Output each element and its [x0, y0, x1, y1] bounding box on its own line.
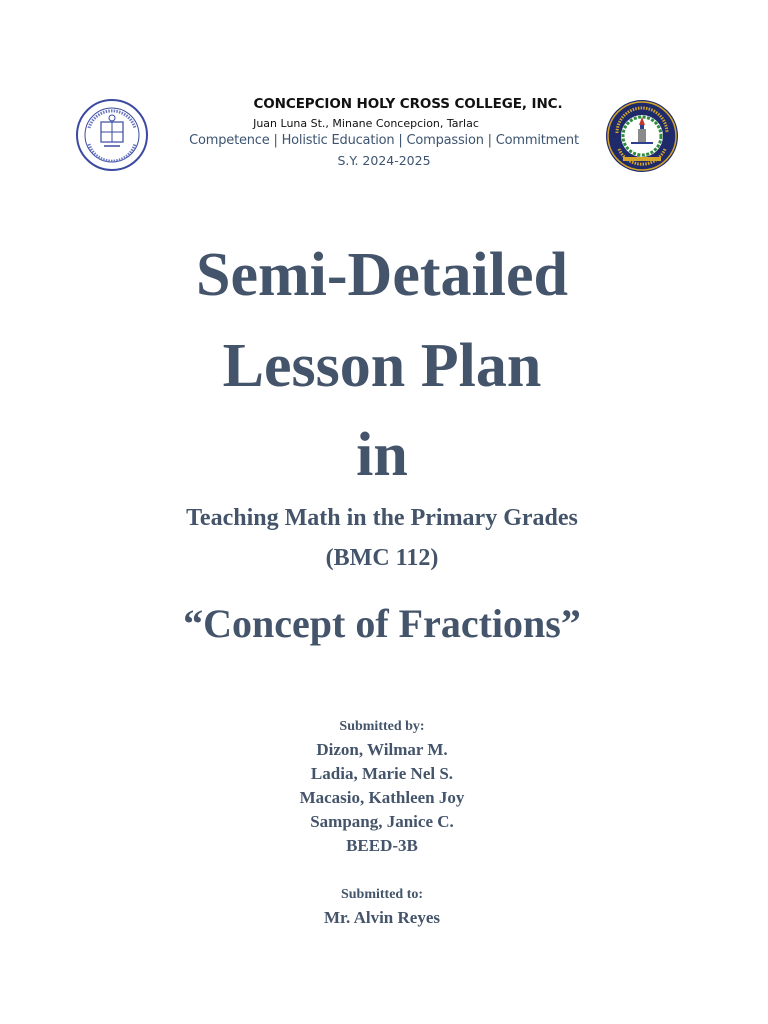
title-line-2: Lesson Plan: [222, 332, 542, 400]
college-motto: Competence | Holistic Education | Compassion | Commitment: [189, 133, 579, 148]
submitted-by-label: Submitted by:: [339, 719, 425, 734]
submitter-name: Dizon, Wilmar M.: [316, 740, 448, 759]
subject-name: Teaching Math in the Primary Grades: [186, 505, 578, 531]
title-line-3: in: [356, 421, 408, 489]
lesson-topic: “Concept of Fractions”: [183, 601, 581, 646]
title-line-1: Semi-Detailed: [196, 241, 568, 309]
submitter-name: Sampang, Janice C.: [310, 812, 454, 831]
recipient-name: Mr. Alvin Reyes: [323, 908, 440, 927]
subject-code: (BMC 112): [325, 545, 439, 571]
college-address: Juan Luna St., Minane Concepcion, Tarlac: [253, 117, 479, 130]
submitter-name: Ladia, Marie Nel S.: [310, 764, 454, 783]
submitted-to-label: Submitted to:: [340, 887, 424, 902]
school-year: S.Y. 2024-2025: [337, 153, 431, 168]
section: BEED-3B: [346, 836, 418, 855]
submitter-name: Macasio, Kathleen Joy: [299, 788, 465, 807]
college-name: CONCEPCION HOLY CROSS COLLEGE, INC.: [253, 96, 563, 112]
